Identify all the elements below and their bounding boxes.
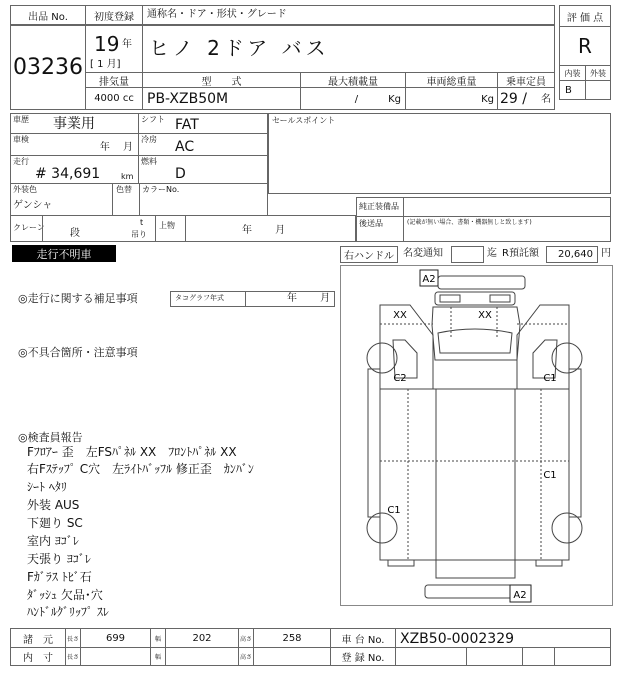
history-value: 事業用	[53, 116, 95, 132]
max-load	[300, 87, 406, 110]
capacity-value: 29 /	[500, 91, 527, 107]
first-reg-label	[85, 5, 143, 25]
crane-stage: 段	[70, 228, 80, 239]
ac-cell	[138, 133, 268, 156]
inner-width-label	[150, 647, 166, 666]
interior-grade-value: B	[565, 85, 572, 96]
roof-outline	[436, 389, 515, 578]
cab-front	[432, 307, 520, 360]
displacement	[85, 87, 143, 110]
ac-label: 冷房	[141, 135, 157, 144]
interior-label-text: 内装	[564, 68, 581, 78]
inner-length-label-text: 長さ	[66, 654, 79, 661]
inspector-line: ﾀﾞｯｼｭ 欠品･穴	[27, 588, 103, 602]
width-label	[150, 628, 166, 648]
right-hand-drive-badge	[340, 246, 398, 263]
name-cell	[142, 25, 555, 73]
mileage-label: 走行	[13, 157, 29, 166]
windshield	[438, 329, 512, 353]
body-date-cell	[185, 215, 356, 242]
mileage-unit: km	[121, 172, 134, 181]
width-value-text: 202	[192, 632, 212, 644]
sales-point-label: セールスポイント	[272, 116, 336, 125]
inner-height-label	[238, 647, 254, 666]
unknown-mileage-text: 走行不明車	[36, 247, 92, 261]
inner-width-value	[165, 647, 239, 666]
vehicle-name: ヒノ 2ドア バス	[149, 36, 330, 60]
displacement-label-text: 排気量	[99, 76, 129, 88]
interior-grade	[559, 80, 586, 100]
right-side-skirt	[569, 369, 581, 517]
history-cell	[10, 113, 139, 134]
wheel-rear-left	[367, 513, 397, 543]
first-reg-year: 19	[94, 32, 120, 56]
damage-mark: C1	[387, 505, 401, 516]
grade-label	[559, 5, 611, 27]
wheel-rear-right	[552, 513, 582, 543]
inner-length-label	[65, 647, 81, 666]
length-label-text: 長さ	[66, 635, 79, 643]
gross-weight-label	[405, 72, 498, 88]
crane-ton: t	[140, 218, 144, 227]
reg-cell	[466, 647, 523, 666]
spec-label-text: 諸 元	[23, 634, 53, 646]
fuel-label: 燃料	[141, 157, 157, 166]
wheel-front-left	[367, 343, 397, 373]
color-no-cell	[139, 183, 268, 216]
gross-weight	[405, 87, 498, 110]
max-load-label	[300, 72, 406, 88]
damage-mark: C1	[543, 470, 557, 481]
capacity-label-text: 乗車定員	[506, 76, 546, 88]
headlight-left	[440, 295, 460, 302]
history-label: 車歴	[13, 115, 29, 124]
length-label	[65, 628, 81, 648]
length-value-text: 699	[105, 632, 126, 644]
name-label-cell	[142, 5, 555, 25]
left-side-skirt	[368, 369, 380, 517]
name-change-label: 名変通知	[403, 248, 443, 259]
inspector-line: Fﾌﾛｱｰ 歪 左FSﾊﾟﾈﾙ XX ﾌﾛﾝﾄﾊﾟﾈﾙ XX	[27, 445, 237, 459]
model-value: PB-XZB50M	[147, 91, 229, 107]
width-value	[165, 628, 239, 648]
damage-mark: A2	[422, 274, 436, 285]
reg-label-text: 登 録 No.	[341, 653, 385, 664]
defects-label: ◎不具合箇所・注意事項	[18, 346, 138, 359]
inspection-cell	[10, 133, 139, 156]
headlight-right	[490, 295, 510, 302]
damage-mark: XX	[393, 310, 407, 321]
inner-height-value	[253, 647, 331, 666]
genuine-equipment-label: 純正装備品	[359, 202, 399, 211]
grade-score	[559, 26, 611, 66]
inspector-line: Fｶﾞﾗｽ ﾄﾋﾞ石	[27, 570, 92, 584]
tachograph-label-cell	[171, 292, 246, 306]
max-load-value: / Kg	[354, 94, 401, 105]
lot-no-label-text: 出品 No.	[28, 11, 68, 23]
sales-point-box	[268, 113, 611, 194]
color-label: 外装色	[13, 185, 37, 194]
recycle-amount: 20,640	[558, 249, 593, 260]
inspector-line: 室内 ﾖｺﾞﾚ	[27, 534, 79, 548]
lot-no-value: 03236	[13, 55, 83, 80]
color-value: ゲンシャ	[13, 200, 53, 211]
mileage-cell	[10, 155, 139, 184]
inspection-label: 車検	[13, 135, 29, 144]
spec-label	[10, 628, 66, 648]
recycle-amount-box	[546, 246, 598, 263]
grade-label-text: 評 価 点	[566, 12, 604, 24]
first-reg-year-unit: 年	[122, 39, 132, 50]
inspection-value: 年 月	[99, 142, 133, 153]
inner-width-label-text: 幅	[154, 654, 161, 661]
front-bumper	[438, 276, 525, 289]
color-change-cell	[112, 183, 140, 216]
genuine-equipment-value	[403, 197, 611, 217]
model	[142, 87, 301, 110]
front-grille	[435, 292, 515, 305]
fuel-cell	[138, 155, 268, 184]
reg-cell	[395, 647, 467, 666]
reg-cell	[554, 647, 611, 666]
tachograph-date: 年 月	[287, 293, 331, 304]
color-cell	[10, 183, 113, 216]
exterior-grade	[585, 80, 611, 100]
displacement-value: 4000 cc	[94, 93, 134, 104]
height-label-text: 高さ	[239, 635, 252, 643]
grade-score-value: R	[578, 34, 592, 58]
diagram-frame	[341, 266, 613, 606]
lot-no-label	[10, 5, 86, 25]
rear-bumper	[425, 585, 517, 598]
shift-value: FAT	[175, 117, 199, 133]
height-value	[253, 628, 331, 648]
inspector-line: 右Fｽﾃｯﾌﾟ C穴 左ﾗｲﾄﾊﾞｯﾌﾙ 修正歪 ｶﾝﾊﾞﾝ	[27, 462, 254, 476]
chassis-number: XZB50-0002329	[400, 631, 515, 647]
until-label: 迄	[487, 248, 497, 259]
damage-mark: A2	[513, 590, 527, 601]
inspector-line: 外装 AUS	[27, 498, 80, 512]
capacity-unit: 名	[541, 94, 551, 105]
inspector-line: 下廻り SC	[27, 516, 83, 530]
damage-mark: XX	[478, 310, 492, 321]
recycle-label: R預託額	[502, 248, 539, 259]
width-label-text: 幅	[154, 635, 161, 643]
gross-weight-value: Kg	[481, 94, 494, 105]
rear-step-right	[536, 560, 562, 566]
capacity	[497, 87, 555, 110]
later-delivery-label: 後送品	[359, 219, 383, 228]
tachograph-box	[170, 291, 335, 307]
displacement-label	[85, 72, 143, 88]
reg-label	[330, 647, 396, 666]
inner-height-label-text: 高さ	[239, 654, 252, 661]
later-delivery-cell	[403, 216, 611, 242]
ac-value: AC	[175, 139, 195, 155]
later-delivery-label-cell	[356, 216, 404, 242]
model-label	[142, 72, 301, 88]
yen-label: 円	[601, 248, 611, 259]
later-delivery-note: (記載が無い場合、書類・機器無しと致します)	[407, 219, 532, 226]
vehicle-damage-diagram	[340, 265, 613, 606]
body-label-cell	[155, 215, 186, 242]
crane-label: クレーン	[13, 223, 45, 232]
body-label: 上物	[159, 221, 175, 230]
capacity-label	[497, 72, 555, 88]
color-change-label: 色替	[116, 185, 132, 194]
name-change-box	[451, 246, 484, 263]
first-reg-label-text: 初度登録	[94, 11, 134, 23]
chassis-label	[330, 628, 396, 648]
length-value	[80, 628, 151, 648]
inspector-line: ｼｰﾄ ﾍﾀﾘ	[27, 480, 67, 494]
gross-weight-label-text: 車両総重量	[426, 76, 477, 88]
inspector-report-label: ◎検査員報告	[18, 431, 83, 444]
inner-label	[10, 647, 66, 666]
chassis-value	[395, 628, 611, 648]
damage-mark: C2	[393, 373, 407, 384]
unknown-mileage-badge	[12, 245, 116, 262]
shift-cell	[138, 113, 268, 134]
first-reg-cell	[85, 25, 143, 73]
body-date: 年 月	[242, 225, 286, 236]
genuine-equipment-label-cell	[356, 197, 404, 217]
model-label-text: 型 式	[201, 76, 242, 88]
inspector-line: ﾊﾝﾄﾞﾙｸﾞﾘｯﾌﾟ ｽﾚ	[27, 605, 109, 619]
crane-label-cell	[10, 215, 43, 242]
shift-label: シフト	[141, 115, 165, 124]
inner-label-text: 内 寸	[23, 653, 53, 664]
exterior-label-text: 外装	[590, 68, 606, 78]
reg-cell	[522, 647, 555, 666]
first-reg-month: [ 1 月]	[90, 59, 121, 70]
interior-label	[559, 65, 586, 81]
lot-no	[10, 25, 86, 110]
mileage-notes-label: ◎走行に関する補足事項	[18, 292, 138, 305]
height-value-text: 258	[282, 632, 302, 644]
chassis-label-text: 車 台 No.	[341, 634, 385, 646]
crane-cell	[42, 215, 156, 242]
right-hand-drive-text: 右ハンドル	[344, 251, 394, 262]
name-label: 通称名・ドア・形状・グレード	[147, 9, 287, 20]
inspector-line: 天張り ﾖｺﾞﾚ	[27, 552, 91, 566]
color-no-label: カラーNo.	[142, 185, 180, 194]
height-label	[238, 628, 254, 648]
crane-lift: 吊り	[131, 230, 147, 239]
fuel-value: D	[175, 166, 186, 182]
exterior-label	[585, 65, 611, 81]
damage-mark: C1	[543, 373, 557, 384]
rear-step-left	[388, 560, 414, 566]
mileage-value: # 34,691	[35, 166, 101, 182]
max-load-label-text: 最大積載量	[328, 76, 378, 88]
tachograph-label: タコグラフ年式	[175, 294, 224, 302]
inner-length-value	[80, 647, 151, 666]
